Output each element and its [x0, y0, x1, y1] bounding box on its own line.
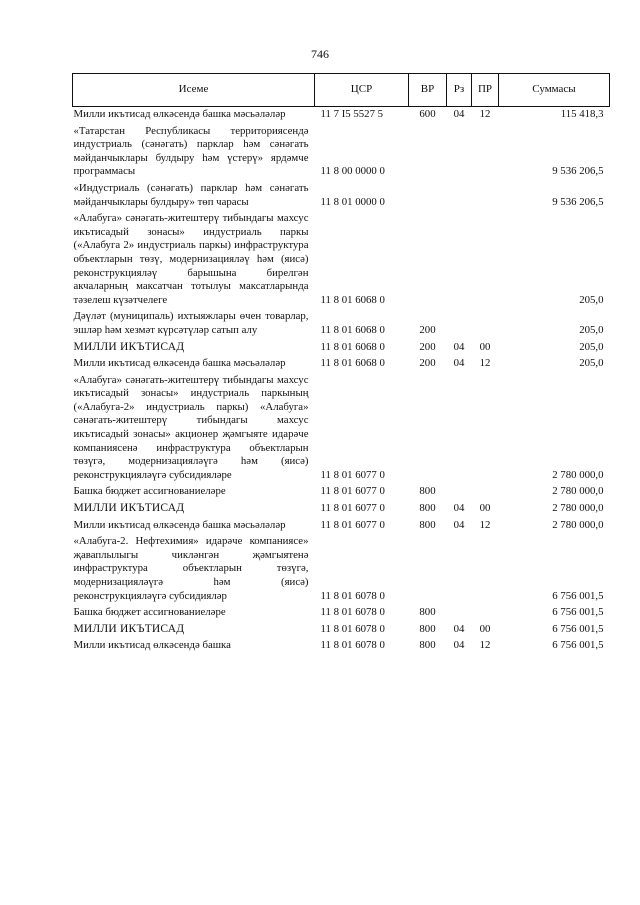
cell-name: Башка бюджет ассигнованиеләре [73, 606, 226, 619]
cell-name: Дәүләт (муниципаль) ихтыяжлары өчен товарлар, эшләр һәм хезмәт күрсәтүләр сатып алу [73, 310, 309, 336]
cell-pr [472, 535, 499, 606]
table-row [73, 535, 610, 606]
cell-vr [409, 125, 447, 182]
cell-name: Башка бюджет ассигнованиеләре [73, 485, 226, 498]
cell-sum: 9 536 206,5 [552, 195, 604, 208]
cell-csr: 11 8 01 6068 0 [320, 340, 385, 353]
cell-sum: 6 756 001,5 [552, 606, 604, 619]
cell-rz: 04 [453, 340, 465, 353]
cell-vr: 800 [419, 622, 436, 635]
table-row [73, 502, 610, 519]
cell-csr: 11 8 01 6078 0 [320, 622, 385, 635]
cell-sum: 2 780 000,0 [552, 518, 604, 531]
table-row [73, 623, 610, 640]
cell-name: «Индустриаль (сәнәгать) парклар һәм сәнәгать мәйданчыклары булдыру» төп чарасы [73, 181, 309, 208]
table-row [73, 639, 610, 656]
cell-pr: 12 [479, 108, 491, 120]
table-row [73, 125, 610, 182]
cell-pr [472, 606, 499, 623]
cell-name: МИЛЛИ ИКЪТИСАД [73, 340, 185, 353]
cell-rz [447, 182, 472, 212]
cell-vr: 800 [419, 485, 436, 498]
cell-csr: 11 8 00 0000 0 [320, 165, 385, 178]
cell-vr: 200 [419, 340, 436, 353]
cell-csr: 11 8 01 6078 0 [320, 606, 385, 619]
cell-pr [472, 310, 499, 340]
cell-rz [447, 606, 472, 623]
cell-sum: 2 780 000,0 [552, 468, 604, 481]
cell-sum: 9 536 206,5 [552, 165, 604, 178]
budget-table [72, 73, 610, 656]
page-number: 746 [311, 47, 329, 61]
table-row [73, 341, 610, 358]
table-row [73, 374, 610, 486]
cell-vr: 800 [419, 502, 436, 515]
cell-name: Милли икътисад өлкәсендә башка мәсьәләләр [73, 357, 286, 370]
table-row [73, 212, 610, 310]
header-name: Исеме [73, 74, 315, 107]
cell-pr: 12 [479, 518, 491, 531]
cell-csr: 11 8 01 6077 0 [320, 485, 385, 498]
cell-sum: 205,0 [579, 323, 604, 336]
cell-pr [472, 212, 499, 310]
cell-rz: 04 [453, 502, 465, 515]
cell-vr: 800 [419, 518, 436, 531]
cell-rz: 04 [453, 639, 465, 652]
cell-rz [447, 310, 472, 340]
header-vr: ВР [409, 74, 447, 107]
cell-pr: 00 [479, 622, 491, 635]
cell-rz [447, 485, 472, 502]
cell-vr: 200 [419, 357, 436, 370]
cell-csr: 11 8 01 6077 0 [320, 502, 385, 515]
cell-name: Милли икътисад өлкәсендә башка мәсьәләләр [73, 108, 286, 120]
cell-pr [472, 485, 499, 502]
cell-sum: 6 756 001,5 [552, 639, 604, 652]
cell-sum: 2 780 000,0 [552, 502, 604, 515]
cell-rz [447, 535, 472, 606]
cell-rz: 04 [453, 357, 465, 370]
cell-csr: 11 8 01 6068 0 [320, 323, 385, 336]
cell-rz: 04 [453, 518, 465, 531]
cell-pr: 12 [479, 639, 491, 652]
cell-sum: 205,0 [579, 357, 604, 370]
cell-sum: 205,0 [579, 340, 604, 353]
header-sum: Суммасы [499, 74, 610, 107]
cell-name: Милли икътисад өлкәсендә башка [73, 639, 231, 652]
cell-name: МИЛЛИ ИКЪТИСАД [73, 502, 185, 515]
cell-vr: 600 [419, 108, 436, 120]
cell-rz: 04 [453, 108, 465, 120]
cell-rz [447, 125, 472, 182]
table-row [73, 606, 610, 623]
cell-pr [472, 125, 499, 182]
cell-sum: 6 756 001,5 [552, 589, 604, 602]
cell-name: МИЛЛИ ИКЪТИСАД [73, 622, 185, 635]
cell-vr [409, 535, 447, 606]
header-rz: Рз [447, 74, 472, 107]
cell-vr [409, 374, 447, 486]
header-csr: ЦСР [315, 74, 409, 107]
table-row [73, 182, 610, 212]
cell-rz [447, 374, 472, 486]
cell-name: «Алабуга-2. Нефтехимия» идарәче компаниясе» җаваплылыгы чикләнгән җәмгыятенә инфраструктура объектларын төзүгә, модернизацияләүгә һәм (яисә) реконструкцияләүгә субсидияләр [73, 535, 309, 602]
cell-sum: 205,0 [579, 293, 604, 306]
cell-pr: 12 [479, 357, 491, 370]
table-row [73, 519, 610, 536]
table-body [73, 107, 610, 656]
cell-csr: 11 8 01 6068 0 [320, 293, 385, 306]
cell-name: Милли икътисад өлкәсендә башка мәсьәләләр [73, 518, 286, 531]
cell-vr [409, 212, 447, 310]
cell-pr: 00 [479, 502, 491, 515]
cell-csr: 11 7 I5 5527 5 [320, 108, 384, 120]
cell-csr: 11 8 01 6078 0 [320, 589, 385, 602]
cell-vr: 800 [419, 639, 436, 652]
cell-sum: 6 756 001,5 [552, 622, 604, 635]
table-row [73, 357, 610, 374]
cell-csr: 11 8 01 6077 0 [320, 468, 385, 481]
cell-vr [409, 182, 447, 212]
cell-csr: 11 8 01 6078 0 [320, 639, 385, 652]
cell-vr: 200 [419, 323, 436, 336]
cell-vr: 800 [419, 606, 436, 619]
cell-sum: 2 780 000,0 [552, 485, 604, 498]
cell-pr [472, 374, 499, 486]
cell-csr: 11 8 01 0000 0 [320, 195, 385, 208]
header-pr: ПР [472, 74, 499, 107]
table-header [73, 74, 610, 107]
table-row [73, 310, 610, 340]
cell-csr: 11 8 01 6077 0 [320, 518, 385, 531]
cell-name: «Татарстан Республикасы территориясендә индустриаль (сәнәгать) парклар һәм сәнәгать мәйданчыклары булдыру һәм үстерү» ярдәмче программасы [73, 124, 309, 178]
cell-name: «Алабуга» сәнәгать-житештерү тибындагы махсус икътисадый зонасы» индустриаль паркы («Алабуга 2» индустриаль паркы) инфраструктура объектларын төзү, модернизацияләү һәм (яисә) реконструкцияләү барышына бирелгән акчаларның максатчан тотылуы максатларында тәзелеш күзәтчелеге [73, 212, 309, 306]
table-row [73, 107, 610, 125]
cell-rz: 04 [453, 622, 465, 635]
table-row [73, 485, 610, 502]
cell-pr [472, 182, 499, 212]
cell-name: «Алабуга» сәнәгать-житештерү тибындагы махсус икътисадый зонасы» индустриаль паркының («Алабуга-2» индустриаль паркы) «Алабуга» сәнәгать-житештерү тибындагы махсус икътисадый зонасы» акционер җәмгыяте идарәче компаниясенә инфраструктура объектларын төзүгә, модернизацияләүгә һәм (яисә) реконструкцияләүгә субсидияләре [73, 373, 309, 481]
cell-sum: 115 418,3 [560, 108, 604, 120]
cell-rz [447, 212, 472, 310]
cell-csr: 11 8 01 6068 0 [320, 357, 385, 370]
cell-pr: 00 [479, 340, 491, 353]
